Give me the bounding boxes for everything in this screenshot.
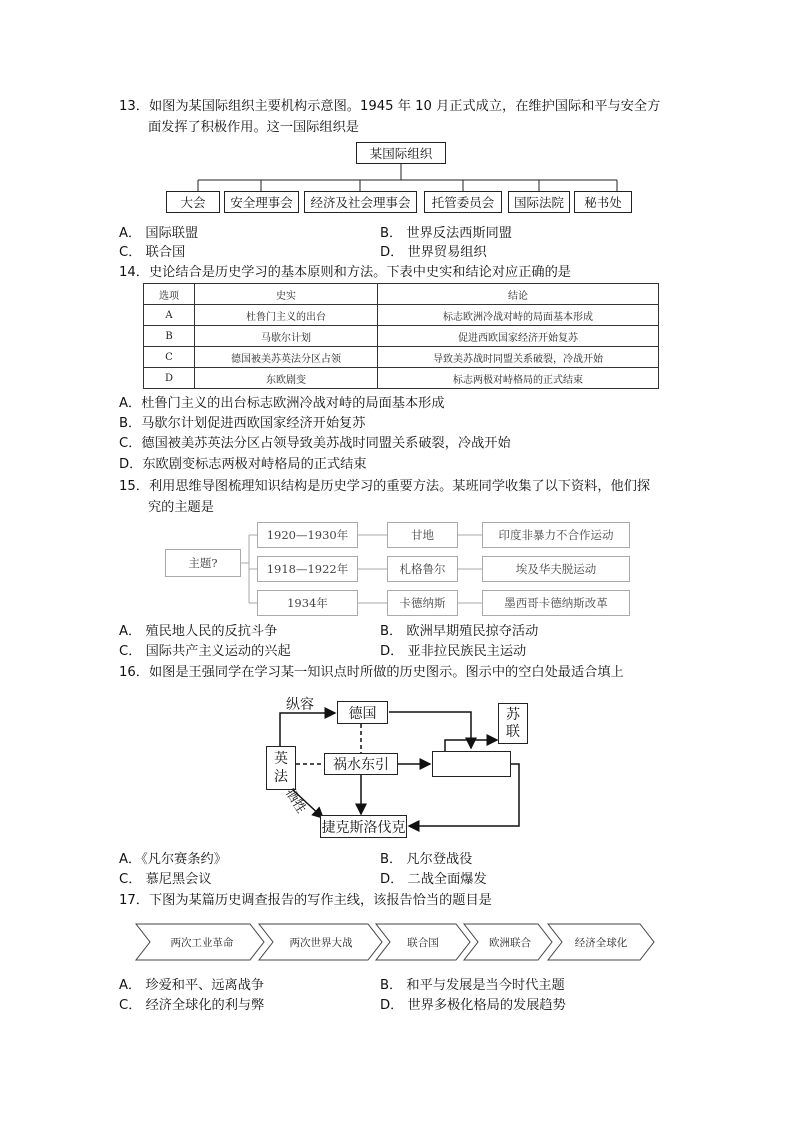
period-label: 1918—1922年 (266, 562, 349, 576)
movement-label: 印度非暴力不合作运动 (498, 528, 614, 542)
table-cell: 德国被美苏英法分区占领 (195, 347, 378, 368)
q16-option-b[interactable]: B． 凡尔登战役 (380, 852, 473, 867)
q13-option-d[interactable]: D． 世界贸易组织 (380, 245, 487, 260)
table-header-cell: 史实 (195, 284, 378, 305)
q17-option-c[interactable]: C． 经济全球化的利与弊 (119, 998, 265, 1013)
org-child-label: 托管委员会 (431, 195, 495, 210)
period-label: 1934年 (287, 596, 328, 610)
label-sacrifice: 牺牲 (281, 786, 309, 817)
q14-stem: 14．史论结合是历史学习的基本原则和方法。下表中史实和结论对应正确的是 (119, 265, 571, 280)
q14-option-d[interactable]: D．东欧剧变标志两极对峙格局的正式结束 (119, 457, 367, 472)
org-child-label: 安全理事会 (230, 195, 293, 210)
leader-label: 甘地 (411, 528, 434, 542)
leader-label: 札格鲁尔 (399, 562, 446, 576)
table-header-cell: 选项 (144, 284, 195, 305)
table-cell: B (144, 326, 195, 347)
q17-option-a[interactable]: A． 珍爱和平、远离战争 (119, 978, 265, 993)
table-cell: A (144, 305, 195, 326)
chevron-step-label: 两次世界大战 (289, 937, 353, 949)
table-cell: 导致美苏战时同盟关系破裂，冷战开始 (378, 347, 659, 368)
q16-stem: 16．如图是王强同学在学习某一知识点时所做的历史图示。图示中的空白处最适合填上 (119, 665, 624, 680)
table-cell: D (144, 368, 195, 389)
table-cell: 马歇尔计划 (195, 326, 378, 347)
leader-label: 卡德纳斯 (399, 596, 446, 610)
q14-option-c[interactable]: C．德国被美苏英法分区占领导致美苏战时同盟关系破裂，冷战开始 (119, 436, 511, 451)
q17-option-d[interactable]: D． 世界多极化格局的发展趋势 (380, 998, 566, 1013)
q15-option-c[interactable]: C． 国际共产主义运动的兴起 (119, 644, 291, 659)
q17-option-b[interactable]: B． 和平与发展是当今时代主题 (380, 978, 565, 993)
q17-stem: 17．下图为某篇历史调查报告的写作主线，该报告恰当的题目是 (119, 893, 492, 908)
chevron-step-label: 欧洲联合 (489, 937, 531, 949)
q14-option-a[interactable]: A．杜鲁门主义的出台标志欧洲冷战对峙的局面基本形成 (119, 396, 445, 411)
period-label: 1920—1930年 (266, 528, 349, 542)
chevron-step-label: 两次工业革命 (170, 937, 234, 949)
chevron-step-label: 经济全球化 (574, 937, 628, 949)
node-ussr-label: 联 (506, 723, 520, 740)
org-child-label: 经济及社会理事会 (310, 195, 411, 210)
q13-option-c[interactable]: C． 联合国 (119, 245, 186, 260)
q13-stem-line2: 面发挥了积极作用。这一国际组织是 (148, 120, 359, 135)
q15-stem-line2: 究的主题是 (148, 500, 214, 515)
org-child-label: 秘书处 (584, 195, 622, 210)
org-top-label: 某国际组织 (369, 146, 433, 161)
table-cell: 促进西欧国家经济开始复苏 (378, 326, 659, 347)
q14-option-b[interactable]: B．马歇尔计划促进西欧国家经济开始复苏 (119, 416, 366, 431)
q15-option-d[interactable]: D． 亚非拉民族民主运动 (380, 644, 527, 659)
table-cell: 东欧剧变 (195, 368, 378, 389)
movement-label: 墨西哥卡德纳斯改革 (504, 596, 608, 610)
q16-option-c[interactable]: C． 慕尼黑会议 (119, 872, 212, 887)
q15-option-b[interactable]: B． 欧洲早期殖民掠夺活动 (380, 624, 539, 639)
node-france-label: 法 (274, 769, 288, 785)
node-ussr-label: 苏 (506, 706, 520, 723)
org-child-label: 大会 (180, 195, 206, 210)
q15-option-a[interactable]: A． 殖民地人民的反抗斗争 (119, 624, 278, 639)
table-cell: 标志欧洲冷战对峙的局面基本形成 (378, 305, 659, 326)
node-czech-label: 捷克斯洛伐克 (321, 819, 406, 836)
node-uk-label: 英 (274, 751, 288, 767)
q16-option-d[interactable]: D． 二战全面爆发 (380, 872, 487, 887)
q13-option-a[interactable]: A． 国际联盟 (119, 226, 199, 241)
movement-label: 埃及华夫脱运动 (515, 562, 597, 576)
label-connive: 纵容 (286, 697, 314, 713)
table-header-cell: 结论 (378, 284, 659, 305)
node-appeasement-label: 祸水东引 (333, 757, 389, 773)
org-child-label: 国际法院 (513, 195, 564, 210)
q13-option-b[interactable]: B． 世界反法西斯同盟 (380, 226, 512, 241)
q16-option-a[interactable]: A．《凡尔赛条约》 (119, 852, 227, 867)
topic-label: 主题? (188, 556, 218, 570)
chevron-step-label: 联合国 (407, 937, 439, 949)
table-cell: 标志两极对峙格局的正式结束 (378, 368, 659, 389)
table-cell: 杜鲁门主义的出台 (195, 305, 378, 326)
table-cell: C (144, 347, 195, 368)
q13-stem-line1: 13．如图为某国际组织主要机构示意图。1945 年 10 月正式成立，在维护国际和平与安全方 (119, 99, 661, 114)
q15-stem-line1: 15．利用思维导图梳理知识结构是历史学习的重要方法。某班同学收集了以下资料，他们探 (119, 479, 651, 494)
node-germany-label: 德国 (348, 705, 377, 722)
